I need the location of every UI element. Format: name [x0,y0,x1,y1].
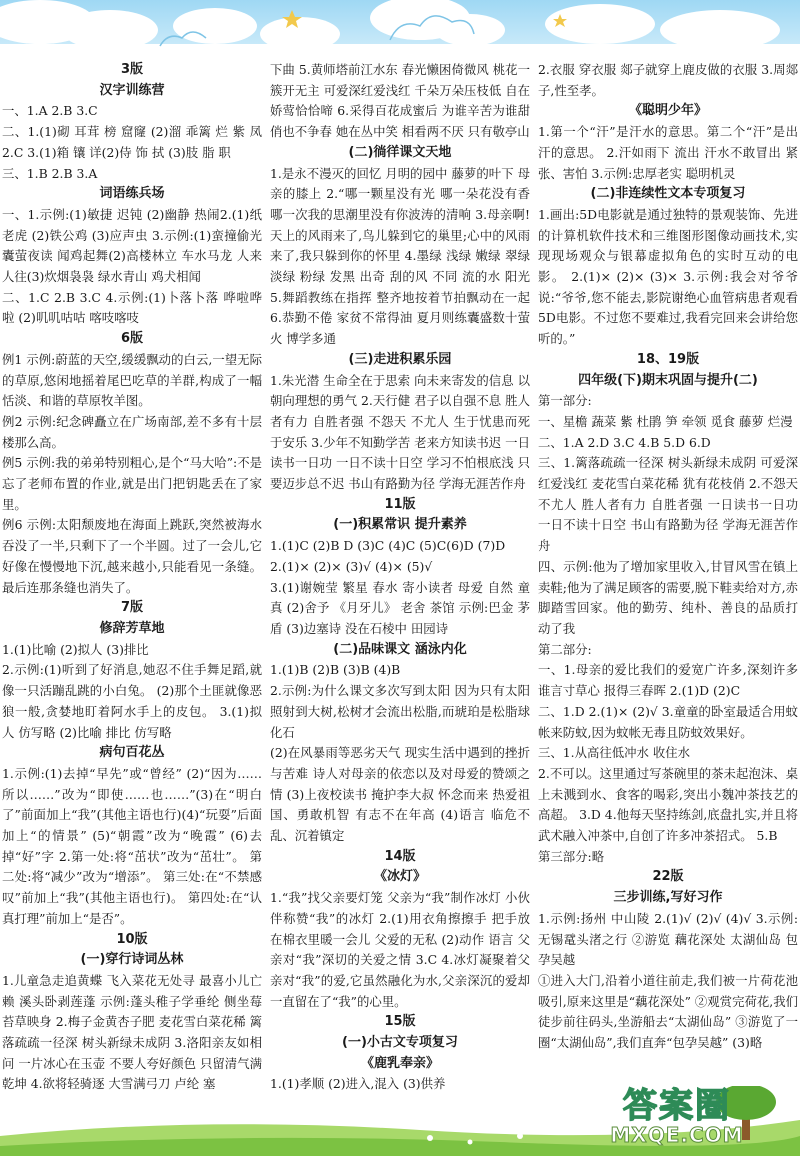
answer-paragraph: 下曲 5.黄师塔前江水东 春光懒困倚微风 桃花一簇开无主 可爱深红爱浅红 千朵万朵压枝低 自在娇莺恰恰啼 6.采得百花成蜜后 为谁辛苦为谁甜 俏也不争春 她在丛中笑 相看两不厌 只有敬亭山 [270,62,530,140]
section-heading: 3版 [120,62,144,77]
answer-paragraph: 2.(1)× (2)× (3)√ (4)× (5)√ [270,558,433,574]
answer-paragraph: 一、1.母亲的爱比我们的爱宽广许多,深刻许多 谁言寸草心 报得三春晖 2.(1)D (2)C [538,662,798,699]
section-heading: 7版 [120,600,144,616]
answer-paragraph: 1.儿童急走追黄蝶 飞入菜花无处寻 最喜小儿亡赖 溪头卧剥莲蓬 示例:蓬头稚子学垂纶 侧坐莓苔草映身 2.梅子金黄杏子肥 麦花雪白菜花稀 篱落疏疏一径深 树头新绿未成阴 3.洛阳亲友如相问 一片冰心在玉壶 不要人夸好颜色 只留清气满乾坤 4.欲将轻骑逐 大雪满弓刀 卢纶 塞 [2,972,262,1092]
section-heading: 修辞芳草地 [99,620,165,636]
answer-paragraph: 1.示例:扬州 中山陵 2.(1)√ (2)√ (4)√ 3.示例:无锡鼋头渚之行 ②游览 藕花深处 太湖仙岛 包孕吴越 [538,910,798,968]
section-heading: 三步训练,写好习作 [613,890,723,906]
answer-paragraph: 三、1.从高往低冲水 收住水 [538,745,691,761]
sky-cloud-banner [0,0,800,62]
section-heading: (一)积累常识 提升素养 [333,517,467,533]
section-heading: 15版 [384,1014,416,1030]
section-heading: (一)小古文专项复习 [342,1035,458,1051]
answer-paragraph: ①进入大门,沿着小道往前走,我们被一片荷花池吸引,原来这里是“藕花深处” ②观赏完荷花,我们徒步前往码头,坐游船去“太湖仙岛” ③游览了一圈“太湖仙岛”,我们直奔“包孕吴越” (3)略 [538,972,798,1051]
answer-paragraph: 二、1.(1)砌 耳茸 榜 窟窿 (2)溜 乖篱 烂 紫 凤 2.C 3.(1)箱 镶 详(2)侍 饰 拭 (3)肢 脂 职 [2,124,262,160]
answer-paragraph: 例6 示例:太阳颓废地在海面上跳跃,突然被海水吞没了一半,只剩下了一个半圆。过了一会儿,它好像在慢慢地下沉,越来越小,只能看见一条缝。最后连那条缝也消失了。 [2,517,262,595]
watermark-url: MXQE.COM [610,1123,744,1147]
answer-paragraph: 1.(1)B (2)B (3)B (4)B [270,662,401,678]
section-heading: (二)徜徉课文天地 [348,144,452,160]
section-heading: 14版 [384,848,416,864]
answer-paragraph: 1.画出:5D电影就是通过独特的景观装饰、先进的计算机软件技术和三维图形图像动画技术,实现现场观众与银幕虚拟角色的实时互动的电影。 2.(1)× (2)× (3)× 3.示例:我会对爷爷说:“爷爷,您不能去,影院谢绝心血管病患者观看5D电影。不过您不要难过,我看完回来会讲给您听的。” [538,206,798,347]
answer-paragraph: 2.衣服 穿衣服 郯子就穿上鹿皮做的衣服 3.周郯子,性至孝。 [538,62,798,98]
answer-paragraph: 1.朱光潜 生命全在于思索 向未来寄发的信息 以朝向理想的勇气 2.天行健 君子以自强不息 胜人者有力 自胜者强 不怨天 不尤人 生于忧患而死于安乐 3.少年不知勤学苦 老来方知读书迟 一日读书一日功 一日不读十日空 学习不怕根底浅 只要迈步总不迟 书山有路勤为径 学海无涯苦作舟 [270,372,530,492]
answer-paragraph: 三、1.篱落疏疏一径深 树头新绿未成阴 可爱深红爱浅红 麦花雪白菜花稀 犹有花枝俏 2.不怨天 不尤人 胜人者有力 自胜者强 一日读书一日功 一日不读十日空 书山有路勤为径 学海无涯苦作舟 [538,455,798,554]
watermark-logo [572,1088,782,1148]
answer-paragraph: 1.是永不漫灭的回忆 月明的园中 藤萝的叶下 母亲的膝上 2.“哪一颗星没有光 哪一朵花没有香 哪一次我的思潮里没有你波涛的清响 3.母亲啊!天上的风雨来了,鸟儿躲到它的巢里;心中的风雨来了,我只躲到你的怀里 4.墨绿 浅绿 嫩绿 翠绿 淡绿 粉绿 发黑 出奇 刮的风 不同 流的水 阳光 5.舞蹈教练在指挥 整齐地按着节拍飘动在一起 6.恭勤不倦 家贫不常得油 夏月则练囊盛数十萤火 博学多通 [270,165,530,347]
section-heading: 《冰灯》 [373,869,426,885]
section-heading: 18、19版 [636,351,700,367]
answer-paragraph: 1.示例:(1)去掉“早先”或“曾经” (2)“因为……所以……”改为“即使……也……”(3)在“明白了”前面加上“我”(其他主语也行)(4)“玩耍”后面加上“的情景” (5)“朝霞”改为“晚霞” (6)去掉“好”字 2.第一处:将“茁状”改为“茁壮”。 第二处:将“减少”改为“增添”。 第三处:在“不禁感叹”前加上“我”(其他主语也行)。 第四处:在“认真打理”前加上“是否”。 [2,765,262,926]
section-heading: (一)穿行诗词丛林 [80,952,184,968]
section-heading: 《聪明少年》 [628,103,707,119]
section-heading: 四年级(下)期末巩固与提升(二) [578,372,758,388]
answer-paragraph: 1.(1)比喻 (2)拟人 (3)排比 [2,641,149,657]
answer-paragraph: (2)在风暴雨等恶劣天气 现实生活中遇到的挫折与苦难 诗人对母亲的依恋以及对母爱的赞颂之情 (3)上夜校读书 掩护李大叔 怀念而来 热爱祖国、勇敢机智 有志不在年高 (4)语言 临危不乱、沉着镇定 [270,745,530,844]
answer-paragraph: 第一部分: [538,393,592,409]
section-heading: (二)品味课文 涵泳内化 [333,641,467,657]
answer-paragraph: 一、星檐 蔬菜 紫 杜鹃 笋 牵领 觅食 藤萝 烂漫 [538,413,793,429]
column-right [538,60,798,1054]
section-heading: (二)非连续性文本专项复习 [590,186,746,202]
answer-paragraph: 1.第一个“汗”是汗水的意思。第二个“汗”是出汗的意思。 2.汗如雨下 流出 汗水不敢冒出 紧张、害怕 3.示例:忠厚老实 聪明机灵 [538,124,798,181]
section-heading: 《鹿乳奉亲》 [360,1055,439,1071]
answer-paragraph: 四、示例:他为了增加家里收入,甘冒风雪在镇上卖鞋;他为了满足顾客的需要,脱下鞋卖给对方,赤脚踏雪回家。他的勤劳、纯朴、善良的品质打动了我 [538,558,798,636]
answer-paragraph: 1.“我”找父亲要灯笼 父亲为“我”制作冰灯 小伙伴称赞“我”的冰灯 2.(1)用衣角擦擦手 把手放在棉衣里暖一会儿 父爱的无私 (2)动作 语言 父亲对“我”深切的关爱之情 3.C 4.冰灯凝聚着父亲对“我”的爱,它虽然融化为水,父亲深沉的爱却一直留在了“我”的心里。 [270,890,530,1009]
answer-paragraph: 一、1.A 2.B 3.C [2,103,98,119]
column-left [2,60,262,1095]
answer-paragraph: 第三部分:略 [538,848,605,864]
column-middle [270,60,530,1095]
section-heading: 10版 [116,931,148,947]
answer-paragraph: 1.(1)孝顺 (2)进入,混入 (3)供养 [270,1076,446,1092]
answer-paragraph: 2.不可以。这里通过写茶碗里的茶未起泡沫、桌上未溅到水、食客的喝彩,突出小魏冲茶技艺的高超。 3.D 4.他每天坚持练剑,底盘扎实,并且将武术融入冲茶中,自创了许多冲茶招式。 5.B [538,765,798,844]
answer-paragraph: 例2 示例:纪念碑矗立在广场南部,差不多有十层楼那么高。 [2,413,262,450]
section-heading: 6版 [120,331,144,347]
section-heading: 11版 [384,496,416,512]
watermark-title: 答案圈 [623,1086,731,1126]
answer-paragraph: 二、1.A 2.D 3.C 4.B 5.D 6.D [538,434,711,450]
answer-paragraph: 第二部分: [538,641,592,657]
answer-paragraph: 一、1.示例:(1)敏捷 迟钝 (2)幽静 热闹2.(1)纸老虎 (2)铁公鸡 (3)应声虫 3.示例:(1)蛮撞偷光 囊萤夜读 闻鸡起舞(2)高楼林立 车水马龙 人来人往(3)炊烟袅袅 绿水青山 鸡犬相闻 [2,206,262,285]
answer-paragraph: 三、1.B 2.B 3.A [2,165,98,181]
section-heading: 22版 [652,869,684,885]
answer-paragraph: 例5 示例:我的弟弟特别粗心,是个“马大哈”:不是忘了老师布置的作业,就是出门把钥匙丢在了家里。 [2,455,262,512]
answer-paragraph: 二、1.C 2.B 3.C 4.示例:(1)卜落卜落 哗啦哗啦 (2)叽叽咕咕 喀吱喀吱 [2,289,262,326]
section-heading: 病句百花丛 [99,745,165,761]
section-heading: 汉字训练营 [99,82,165,98]
section-heading: 词语练兵场 [99,186,165,202]
answer-paragraph: 3.(1)谢婉莹 繁星 春水 寄小读者 母爱 自然 童真 (2)舍予 《月牙儿》 老舍 茶馆 示例:巴金 茅盾 (3)边塞诗 没在石棱中 田园诗 [270,579,530,636]
answer-paragraph: 2.示例:(1)听到了好消息,她忍不住手舞足蹈,就像一只活蹦乱跳的小白兔。 (2)那个土匪就像恶狼一般,贪婪地盯着阿水手上的皮包。 3.(1)拟人 仿写略 (2)比喻 排比 仿写略 [2,662,262,740]
answer-paragraph: 例1 示例:蔚蓝的天空,缓缓飘动的白云,一望无际的草原,悠闲地摇着尾巴吃草的羊群,构成了一幅恬淡、和谐的草原牧羊图。 [2,351,262,409]
answer-paragraph: 2.示例:为什么课文多次写到太阳 因为只有太阳照射到大树,松树才会流出松脂,而琥珀是松脂球化石 [270,683,530,740]
section-heading: (三)走进积累乐园 [348,351,452,367]
answer-paragraph: 1.(1)C (2)B D (3)C (4)C (5)C(6)D (7)D [270,538,506,554]
answer-paragraph: 二、1.D 2.(1)× (2)√ 3.童童的卧室最适合用蚊帐来防蚊,因为蚊帐无毒且防蚊效果好。 [538,703,798,740]
